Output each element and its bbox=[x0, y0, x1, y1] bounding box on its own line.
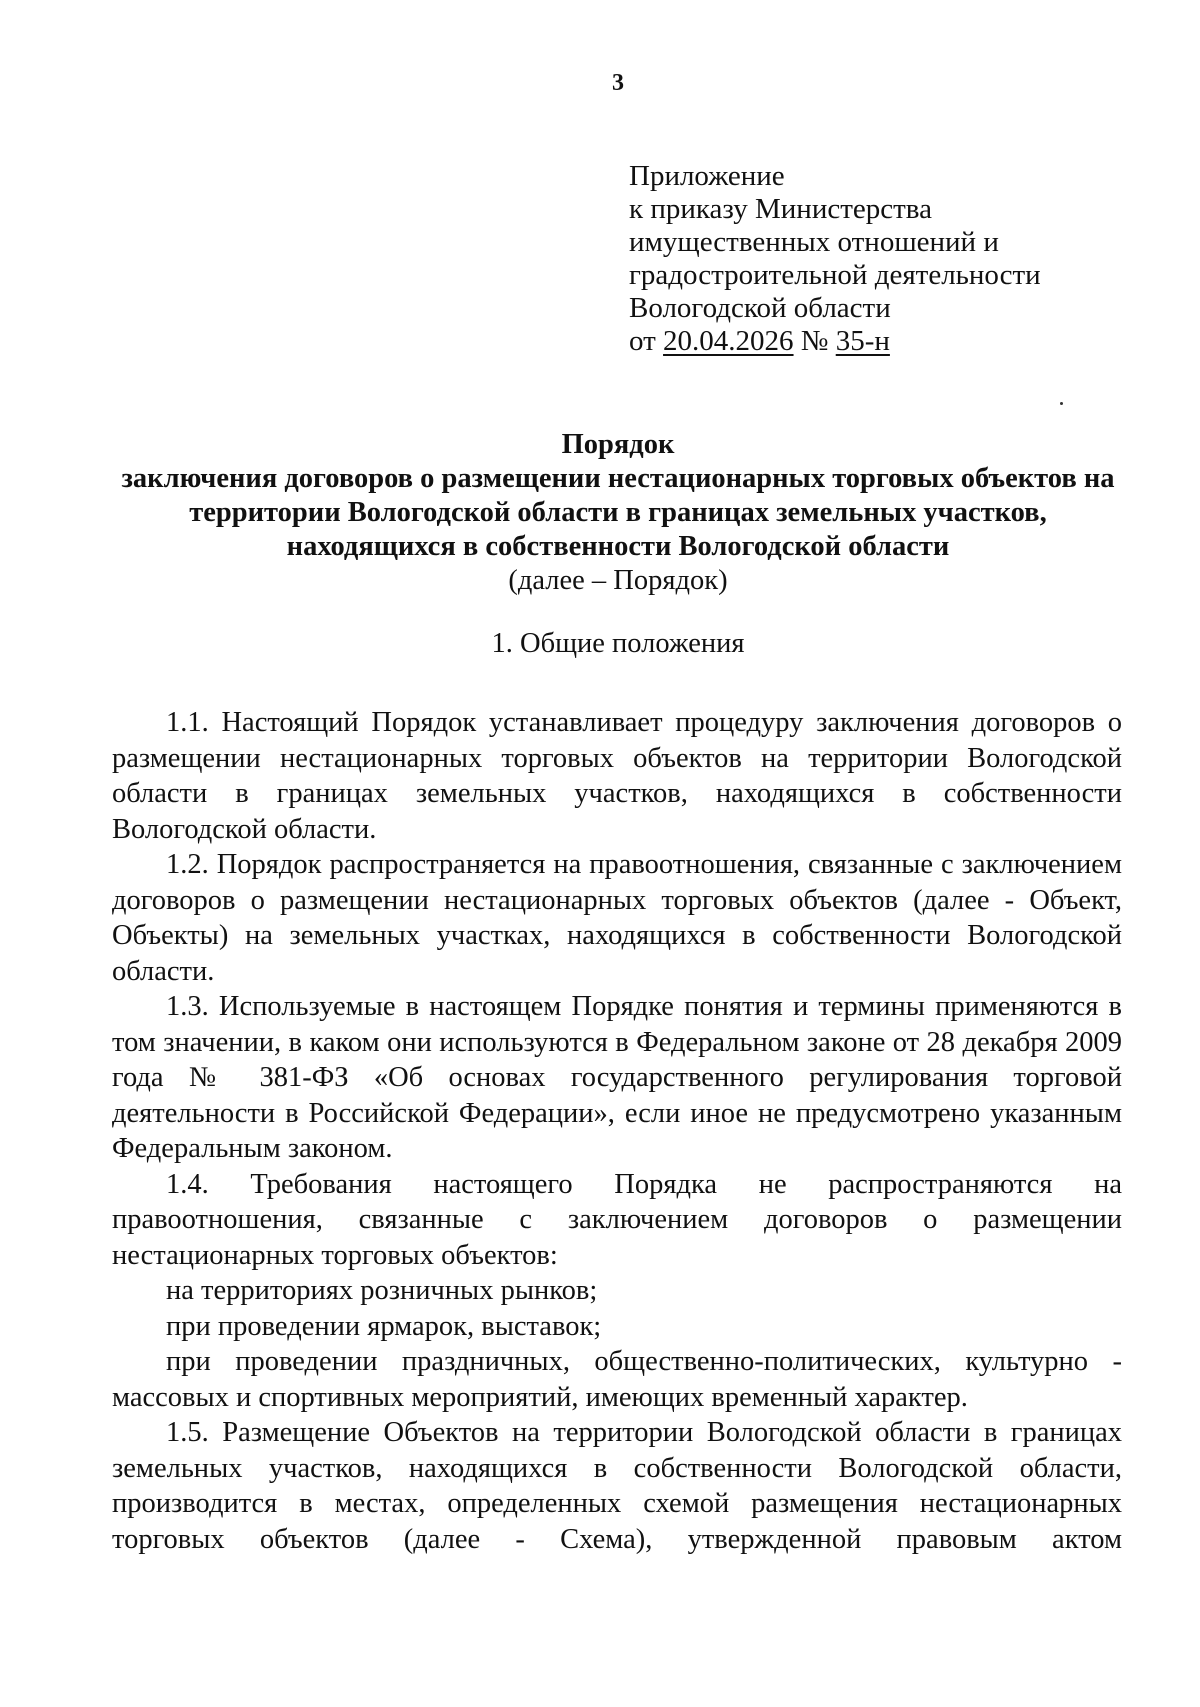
annex-block bbox=[629, 160, 1041, 358]
annex-line: Приложение bbox=[629, 160, 785, 192]
scan-speck bbox=[1060, 402, 1063, 405]
annex-date-prefix: от bbox=[629, 325, 664, 357]
paragraph: 1.1. Настоящий Порядок устанавливает процедуру заключения договоров о размещении нестационарных торговых объектов на территории Вологодской области в границах земельных участков, находящихся в собственности Вологодской области. bbox=[112, 707, 1122, 845]
annex-line: к приказу Министерства bbox=[629, 193, 932, 225]
title-line: заключения договоров о размещении нестационарных торговых объектов на bbox=[121, 463, 1115, 494]
page-number: 3 bbox=[612, 70, 624, 96]
paragraph: 1.4. Требования настоящего Порядка не распространяются на правоотношения, связанные с заключением договоров о размещении нестационарных торговых объектов: bbox=[112, 1168, 1122, 1271]
annex-line: имущественных отношений и bbox=[629, 226, 999, 258]
paragraph: на территориях розничных рынков; bbox=[166, 1275, 598, 1306]
annex-line: Вологодской области bbox=[629, 292, 891, 324]
title-heading: Порядок bbox=[561, 429, 675, 460]
document-title bbox=[100, 428, 1136, 598]
annex-number-sign: № bbox=[793, 325, 836, 357]
paragraph: 1.3. Используемые в настоящем Порядке понятия и термины применяются в том значении, в каком они используются в Федеральном законе от 28 декабря 2009 года № 381-ФЗ «Об основах государственного регулирования торговой деятельности в Российской Федерации», если иное не предусмотрено указанным Федеральным законом. bbox=[112, 991, 1122, 1164]
annex-date-line bbox=[629, 325, 1041, 358]
annex-number: 35-н bbox=[835, 325, 890, 357]
annex-line: градостроительной деятельности bbox=[629, 259, 1041, 291]
title-line: территории Вологодской области в границах земельных участков, bbox=[189, 497, 1047, 528]
section-heading: 1. Общие положения bbox=[491, 628, 745, 659]
paragraph: при проведении праздничных, общественно-политических, культурно - массовых и спортивных мероприятий, имеющих временный характер. bbox=[112, 1346, 1122, 1413]
body-text bbox=[112, 705, 1122, 1557]
paragraph: 1.2. Порядок распространяется на правоотношения, связанные с заключением договоров о размещении нестационарных торговых объектов (далее - Объект, Объекты) на земельных участках, находящихся в собственности Вологодской области. bbox=[112, 849, 1122, 987]
title-line: находящихся в собственности Вологодской области bbox=[286, 531, 950, 562]
paragraph: при проведении ярмарок, выставок; bbox=[166, 1310, 602, 1342]
paragraph: 1.5. Размещение Объектов на территории Вологодской области в границах земельных участков, находящихся в собственности Вологодской области, производится в местах, определенных схемой размещения нестационарных торговых объектов (далее - Схема), утвержденной правовым актом bbox=[112, 1417, 1122, 1555]
annex-date: 20.04.2026 bbox=[663, 325, 794, 357]
title-subtitle: (далее – Порядок) bbox=[508, 565, 728, 596]
